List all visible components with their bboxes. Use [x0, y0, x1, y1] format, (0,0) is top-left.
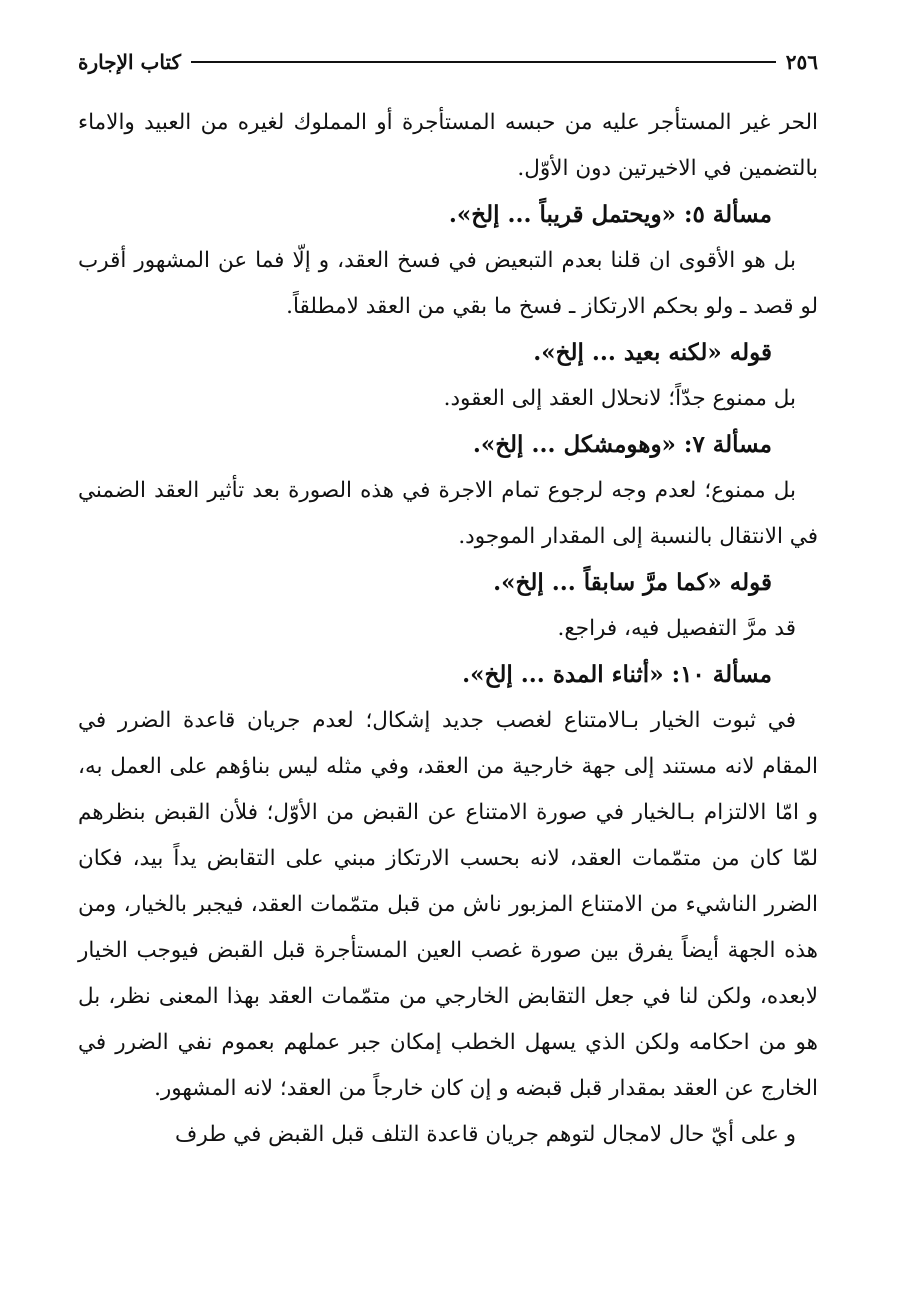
paragraph: بل ممنوع؛ لعدم وجه لرجوع تمام الاجرة في هذه الصورة بعد تأثير العقد الضمني في الانتقال بالنسبة إلى المقدار الموجود.	[78, 478, 818, 549]
paragraph: و على أيّ حال لامجال لتوهم جريان قاعدة التلف قبل القبض في طرف	[175, 1122, 796, 1147]
page-number: ٢٥٦	[785, 50, 818, 74]
paragraph: بل هو الأقوى ان قلنا بعدم التبعيض في فسخ العقد، و إلّا فما عن المشهور أقرب لو قصد ـ ولو بحكم الارتكاز ـ فسخ ما بقي من العقد لامطلقاً.	[78, 248, 818, 319]
page-body	[78, 100, 818, 1158]
header-rule	[191, 61, 776, 63]
paragraph: بل ممنوع جدّاً؛ لانحلال العقد إلى العقود.	[443, 386, 796, 411]
section-heading: مسألة ٧: «وهومشكل ... إلخ».	[472, 431, 772, 458]
section-heading: قوله «كما مرَّ سابقاً ... إلخ».	[493, 569, 772, 596]
section-heading: مسألة ١٠: «أثناء المدة ... إلخ».	[462, 661, 772, 688]
paragraph: في ثبوت الخيار بـالامتناع لغصب جديد إشكال؛ لعدم جريان قاعدة الضرر في المقام لانه مستند إلى جهة خارجية من العقد، وفي مثله ليس بناؤهم على العمل به، و امّا الالتزام بـالخيار في صورة الامتناع عن القبض من الأوّل؛ فلأن القبض بنظرهم لمّا كان من متمّمات العقد، لانه بحسب الارتكاز مبني على التقابض يداً بيد، فكان الضرر الناشيء من الامتناع المزبور ناش من قبل متمّمات العقد، فيجبر بالخيار، ومن هذه الجهة أيضاً يفرق بين صورة غصب العين المستأجرة قبل القبض فيوجب الخيار لابعده، ولكن لنا في جعل التقابض الخارجي من متمّمات العقد بهذا المعنى نظر، بل هو من احكامه ولكن الذي يسهل الخطب إمكان جبر عملهم بعموم نفي الضرر في الخارج عن العقد بمقدار قبل قبضه و إن كان خارجاً من العقد؛ لانه المشهور.	[78, 708, 818, 1101]
paragraph: قد مرَّ التفصيل فيه، فراجع.	[557, 616, 796, 641]
book-page	[78, 42, 818, 1262]
paragraph: الحر غير المستأجر عليه من حبسه المستأجرة أو المملوك لغيره من العبيد والاماء بالتضمين في الاخيرتين دون الأوّل.	[78, 110, 818, 181]
section-heading: قوله «لكنه بعيد ... إلخ».	[533, 339, 772, 366]
page-header	[78, 42, 818, 82]
section-heading: مسألة ٥: «ويحتمل قريباً ... إلخ».	[448, 201, 772, 228]
book-title: كتاب الإجارة	[78, 50, 181, 74]
